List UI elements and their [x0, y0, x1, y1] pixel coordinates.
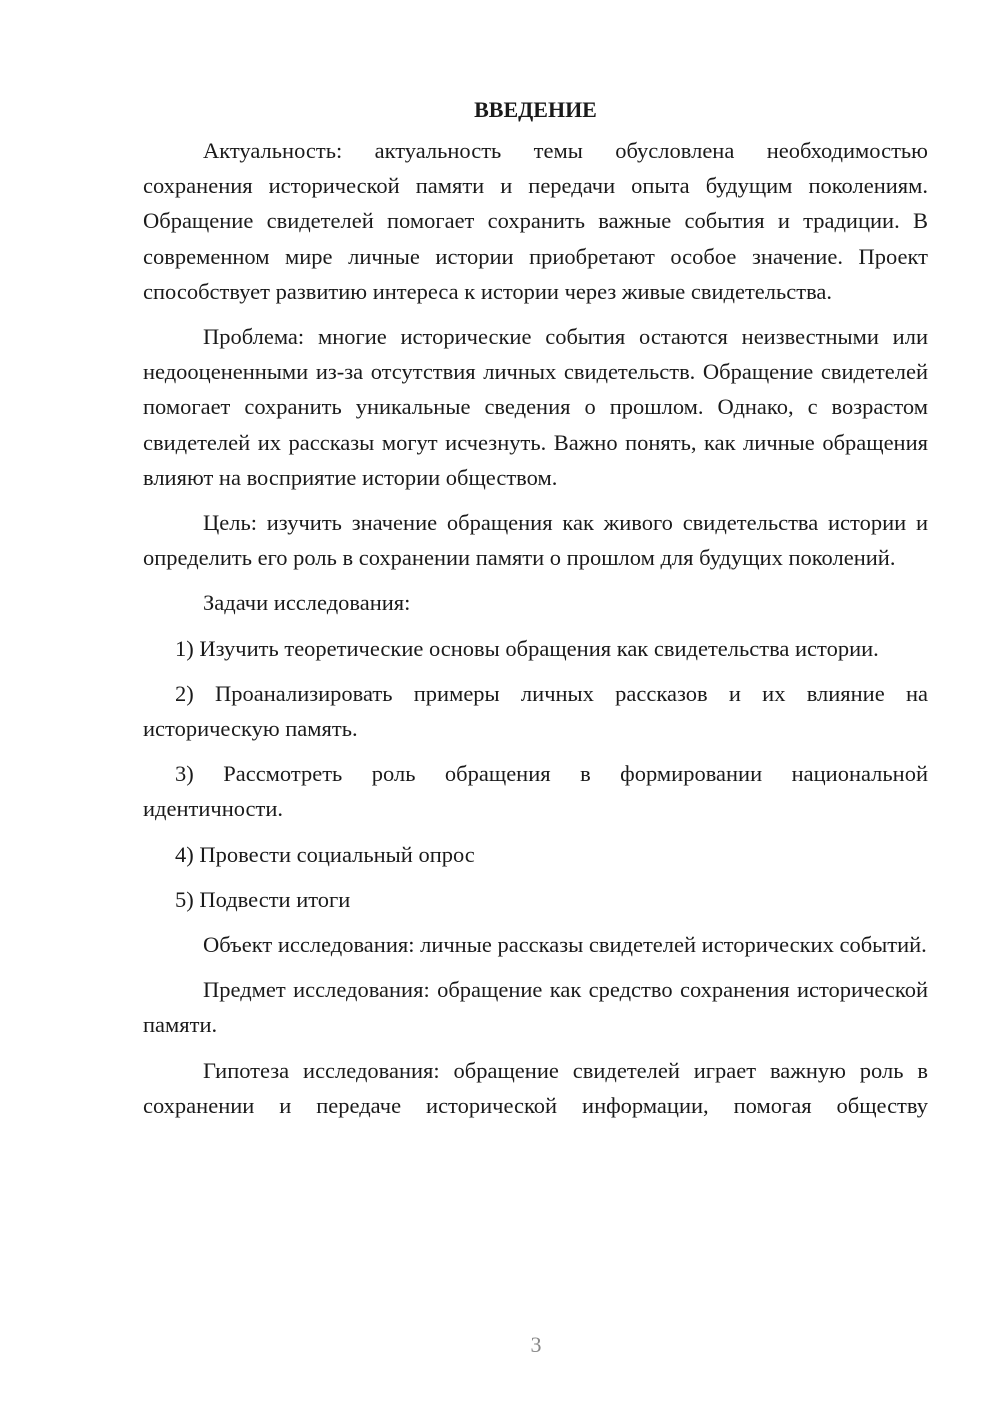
paragraph-object: Объект исследования: личные рассказы свидетелей исторических событий. — [203, 932, 927, 958]
task-item: 5) Подвести итоги — [175, 886, 351, 912]
tasks-heading: Задачи исследования: — [203, 590, 411, 616]
task-item: 4) Провести социальный опрос — [175, 841, 475, 867]
document-page — [143, 92, 928, 1133]
task-item: 3) Рассмотреть роль обращения в формировании национальной идентичности. — [143, 761, 928, 822]
paragraph-relevance: Актуальность: актуальность темы обусловлена необходимостью сохранения исторической памяти и передачи опыта будущим поколениям. Обращение свидетелей помогает сохранить важные события и традиции. В современном мире личные истории приобретают особое значение. Проект способствует развитию интереса к истории через живые свидетельства. — [143, 138, 928, 304]
paragraph-subject: Предмет исследования: обращение как средство сохранения исторической памяти. — [143, 977, 928, 1038]
page-number: 3 — [530, 1332, 542, 1357]
task-item: 2) Проанализировать примеры личных рассказов и их влияние на историческую память. — [143, 680, 928, 742]
tasks-list — [143, 631, 928, 917]
paragraph-hypothesis: Гипотеза исследования: обращение свидетелей играет важную роль в сохранении и передаче исторической информации, помогая обществу — [143, 1057, 928, 1118]
paragraph-goal: Цель: изучить значение обращения как живого свидетельства истории и определить его роль в сохранении памяти о прошлом для будущих поколений. — [143, 510, 928, 571]
task-item: 1) Изучить теоретические основы обращения как свидетельства истории. — [175, 635, 879, 661]
document-title: ВВЕДЕНИЕ — [474, 97, 597, 122]
paragraph-problem: Проблема: многие исторические события остаются неизвестными или недооцененными из-за отсутствия личных свидетельств. Обращение свидетелей помогает сохранить уникальные сведения о прошлом. Однако, с возрастом свидетелей их рассказы могут исчезнуть. Важно понять, как личные обращения влияют на восприятие истории обществом. — [143, 324, 928, 490]
